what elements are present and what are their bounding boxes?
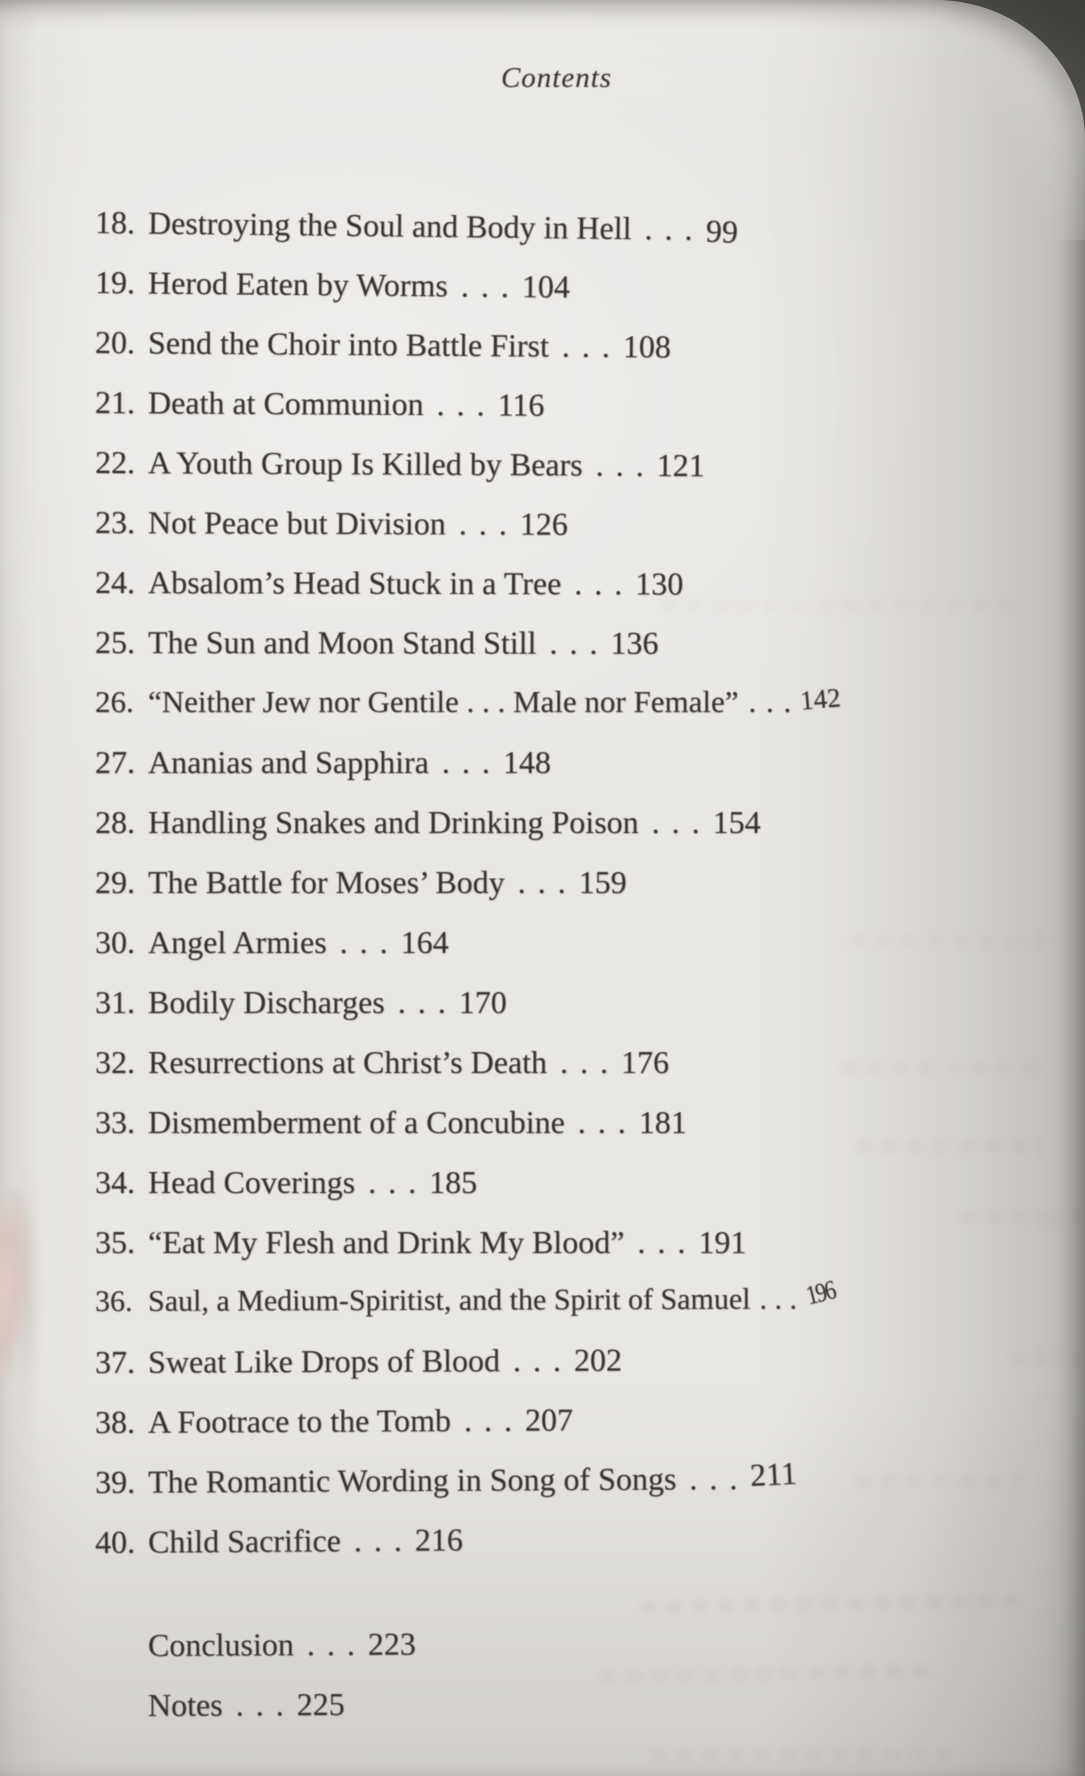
back-matter-entry [148,1614,416,1675]
toc-entry [95,1269,1055,1332]
toc-entry-number: 32. [95,1044,135,1080]
toc-entry [95,492,1055,556]
toc-entry-title: Sweat Like Drops of Blood [147,1342,501,1380]
toc-entry-title: Not Peace but Division [147,504,446,542]
toc-entry-number: 18. [94,204,136,241]
toc-entry-number: 19. [94,264,136,301]
toc-entry-page: 121 [656,446,705,484]
bleed-through-smudge [855,1140,1045,1152]
toc-entry-number: 22. [94,444,136,481]
toc-entry-title: Handling Snakes and Drinking Poison [148,804,639,840]
toc-entry-number: 23. [94,504,136,541]
toc-entry-title: “Neither Jew nor Gentile . . . Male nor Female” [148,684,739,719]
toc-entry-page: 142 [799,682,842,716]
toc-entry-number: 40. [94,1523,136,1560]
toc-entry-number: 28. [95,804,135,840]
toc-entry-dots: . . . [689,1460,740,1497]
toc-entry-dots: . . . [759,1282,798,1316]
toc-entry-page: 99 [704,212,739,250]
toc-entry-dots: . . . [436,386,487,423]
toc-entry-dots: . . . [458,505,509,542]
bleed-through-smudge [840,1062,1040,1074]
toc-entry-page: 170 [458,984,507,1020]
toc-entry-dots: . . . [517,864,568,900]
toc-entry-page: 154 [712,804,761,840]
toc-entry-number: 30. [95,924,135,960]
toc-entry-title: “Eat My Flesh and Drink My Blood” [148,1224,625,1260]
toc-entry-title: The Sun and Moon Stand Still [147,624,537,661]
toc-entry-dots: . . . [441,744,492,780]
toc-entry [95,1212,1055,1272]
toc-entry-number: 27. [95,744,135,780]
toc-entry-dots: . . . [339,924,390,960]
toc-entry-number: 35. [95,1224,135,1260]
toc-entry-page: 159 [578,864,627,900]
toc-entry-number: 31. [95,984,135,1020]
toc-entry-page: 116 [497,386,545,423]
back-matter-title: Notes [147,1686,223,1723]
toc-entry-title: A Youth Group Is Killed by Bears [147,444,583,483]
toc-entry-number: 24. [94,564,136,601]
toc-entry-title: The Romantic Wording in Song of Songs [147,1460,677,1500]
toc-entry-dots: . . . [644,210,695,247]
toc-entry-dots: . . . [637,1224,688,1260]
toc-entry [95,1328,1055,1392]
toc-entry-dots: . . . [460,267,512,304]
toc-entry-page: 130 [635,565,684,602]
toc-entry-title: Dismemberment of a Concubine [148,1104,565,1140]
toc-entry-page: 164 [400,924,449,960]
toc-entry-page: 126 [519,505,568,542]
toc-entry-number: 33. [95,1104,135,1140]
back-matter-dots: . . . [306,1625,357,1663]
toc-entry-title: Angel Armies [148,924,327,960]
toc-entry-title: Herod Eaten by Worms [147,264,449,304]
table-of-contents [95,192,1055,1572]
toc-entry-page: 185 [429,1164,478,1200]
toc-entry-title: Absalom’s Head Stuck in a Tree [147,564,562,602]
toc-entry [95,372,1055,438]
toc-entry-page: 176 [621,1044,670,1080]
bleed-through-smudge [660,600,1020,612]
toc-entry [95,1387,1055,1452]
toc-entry-number: 29. [95,864,135,900]
toc-entry-number: 21. [94,384,136,421]
toc-entry-title: Resurrections at Christ’s Death [148,1044,548,1080]
back-matter-list [148,1615,416,1735]
toc-entry-number: 25. [94,624,136,661]
bleed-through-smudge [850,935,1050,947]
toc-entry-page: 211 [749,1454,799,1493]
toc-entry-page: 181 [638,1104,687,1140]
toc-entry-title: Bodily Discharges [148,984,385,1020]
toc-entry [95,792,1055,852]
toc-entry-title: Death at Communion [147,384,424,423]
toc-entry [95,1505,1055,1572]
toc-entry-dots: . . . [748,684,793,719]
bleed-through-smudge [960,1212,1080,1224]
toc-entry-dots: . . . [595,446,646,483]
toc-entry [95,252,1056,321]
toc-entry-page: 148 [502,744,551,780]
toc-entry-number: 37. [94,1343,136,1380]
toc-entry-dots: . . . [353,1521,404,1559]
bleed-through-smudge [1010,1352,1085,1364]
toc-entry-title: A Footrace to the Tomb [147,1402,451,1440]
back-matter-page: 225 [296,1685,345,1723]
toc-entry-number: 36. [94,1284,133,1318]
toc-entry-dots: . . . [560,1044,611,1080]
toc-entry-number: 39. [94,1463,136,1500]
back-matter-dots: . . . [235,1686,286,1723]
toc-entry-number: 20. [94,324,136,361]
toc-entry-page: 207 [524,1401,573,1438]
toc-entry [95,1152,1055,1212]
toc-entry-title: Head Coverings [148,1164,356,1200]
toc-entry-dots: . . . [574,565,625,602]
toc-entry [95,312,1055,380]
toc-entry [95,852,1055,912]
toc-entry-dots: . . . [577,1104,628,1140]
toc-entry-number: 34. [95,1164,135,1200]
toc-entry [95,612,1055,673]
toc-entry [95,732,1055,792]
toc-entry-page: 136 [610,624,659,661]
toc-entry-page: 202 [573,1341,623,1378]
back-matter-page: 223 [367,1625,416,1662]
toc-entry-title: The Battle for Moses’ Body [148,864,505,900]
toc-entry-title: Ananias and Sapphira [148,744,429,780]
toc-entry-page: 196 [802,1274,838,1311]
toc-entry [95,192,1056,263]
toc-entry-page: 191 [698,1224,747,1260]
toc-entry-dots: . . . [651,804,702,840]
toc-entry-title: Child Sacrifice [147,1522,341,1560]
toc-entry-number: 38. [94,1403,136,1440]
back-matter-entry [148,1674,416,1735]
toc-entry-number: 26. [95,684,134,719]
toc-entry [95,672,1055,732]
toc-entry-dots: . . . [463,1401,514,1439]
toc-entry-page: 108 [622,328,671,365]
toc-entry-dots: . . . [397,984,448,1020]
page-title: Contents [500,62,613,94]
toc-entry-dots: . . . [368,1164,419,1200]
bleed-through-smudge [855,1475,1025,1487]
toc-entry [95,432,1055,497]
back-matter-title: Conclusion [147,1626,294,1663]
bleed-through-smudge [650,1748,950,1760]
toc-entry-title: Destroying the Soul and Body in Hell [147,204,632,247]
toc-entry-page: 216 [414,1521,463,1558]
toc-entry-page: 104 [521,268,571,305]
toc-entry [95,972,1055,1032]
toc-entry-dots: . . . [561,327,613,365]
toc-entry-title: Send the Choir into Battle First [147,324,550,364]
toc-entry-dots: . . . [512,1341,564,1379]
toc-entry-dots: . . . [549,624,600,661]
toc-entry-title: Saul, a Medium-Spiritist, and the Spirit of Samuel [147,1282,751,1318]
